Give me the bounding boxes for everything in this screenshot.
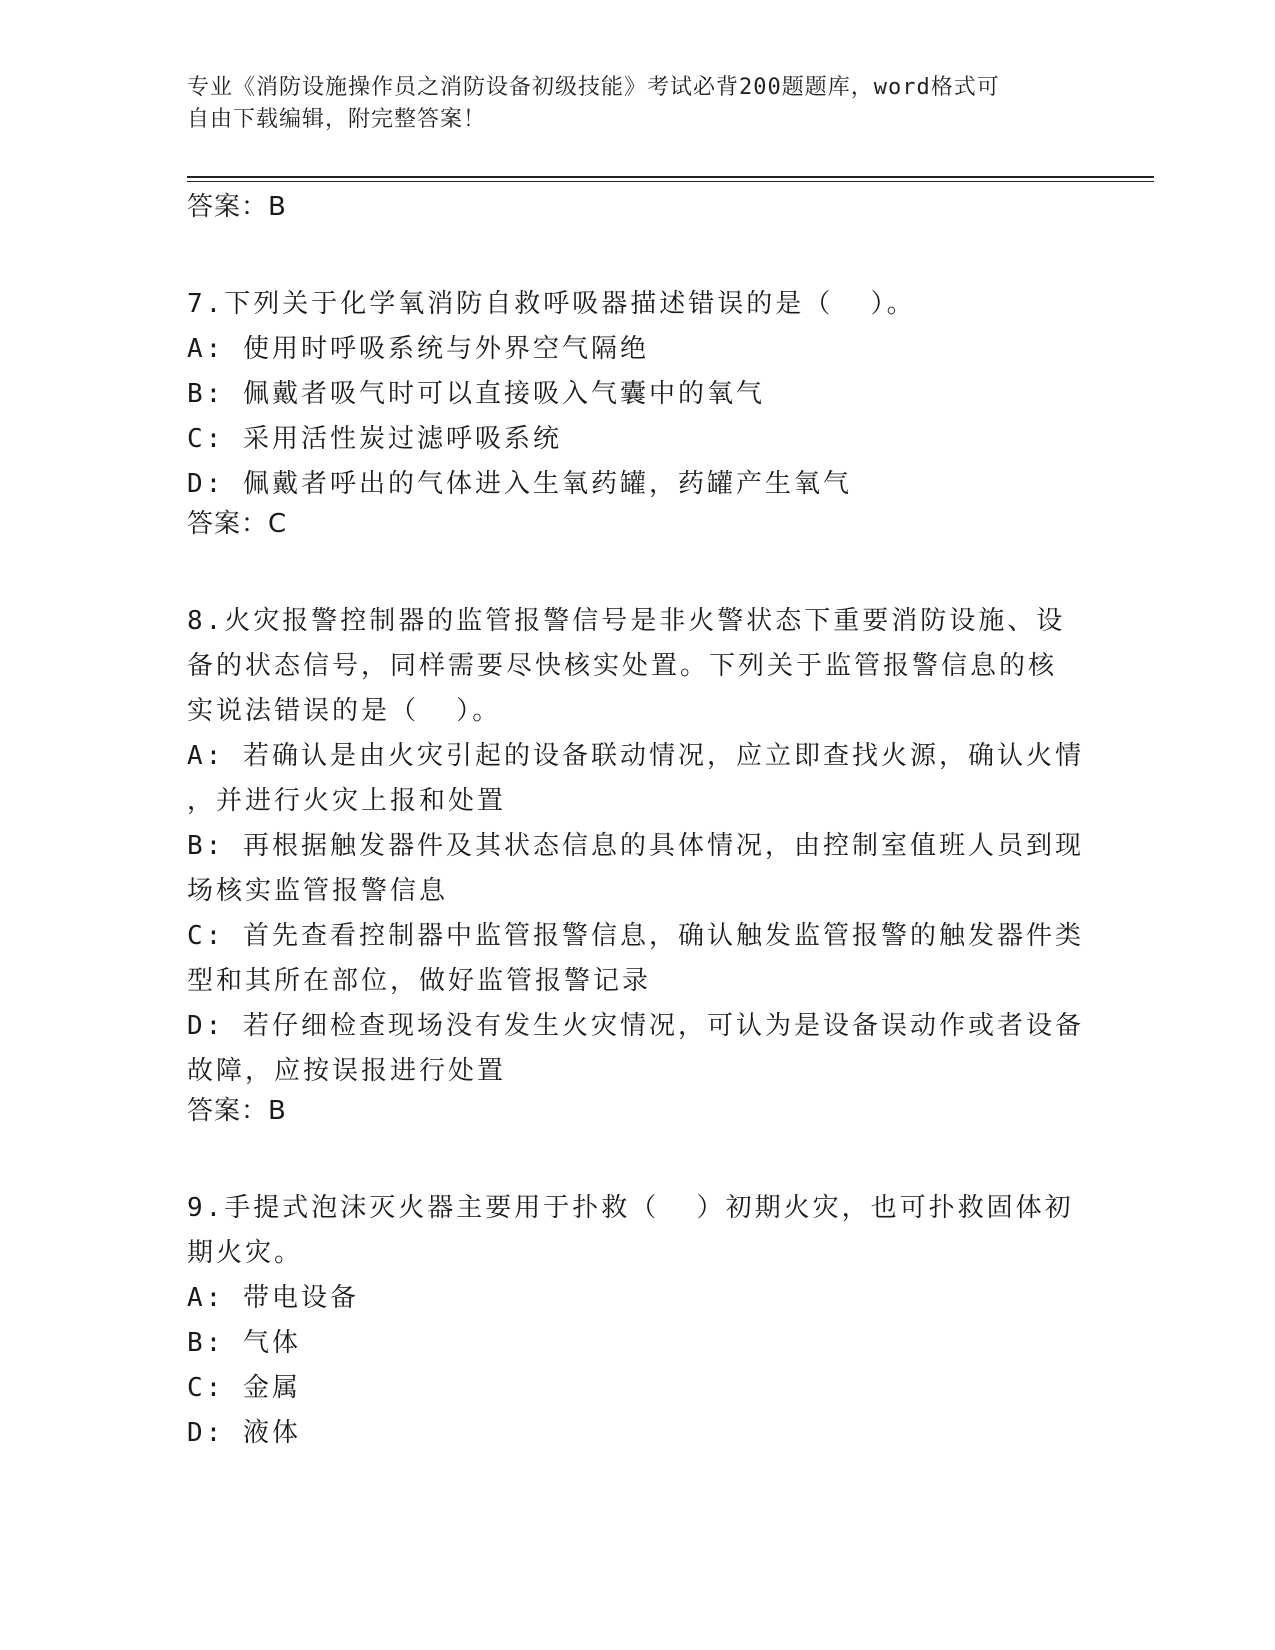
question-text: 8.火灾报警控制器的监管报警信号是非火警状态下重要消防设施、设 <box>187 606 1066 636</box>
document-body <box>187 190 1087 1456</box>
header-line-1: 专业《消防设施操作员之消防设备初级技能》考试必背200题题库，word格式可 <box>187 75 1000 100</box>
option-a: A: 若确认是由火灾引起的设备联动情况，应立即查找火源，确认火情 <box>187 741 1084 771</box>
option-a-continued: ，并进行火灾上报和处置 <box>187 786 507 816</box>
question-8 <box>187 599 1087 1128</box>
option-b-continued: 场核实监管报警信息 <box>187 876 449 906</box>
option-d: D: 佩戴者呼出的气体进入生氧药罐，药罐产生氧气 <box>187 469 852 499</box>
question-text: 实说法错误的是（ ）。 <box>187 696 502 726</box>
question-text: 9.手提式泡沫灭火器主要用于扑救（ ）初期火灾，也可扑救固体初 <box>187 1193 1074 1223</box>
option-c-continued: 型和其所在部位，做好监管报警记录 <box>187 966 652 996</box>
option-c: C: 采用活性炭过滤呼吸系统 <box>187 424 562 454</box>
option-c: C: 首先查看控制器中监管报警信息，确认触发监管报警的触发器件类 <box>187 921 1084 951</box>
document-header <box>187 72 1077 136</box>
header-rule-secondary <box>187 181 1154 182</box>
question-text: 7.下列关于化学氧消防自救呼吸器描述错误的是（ ）。 <box>187 289 916 319</box>
answer: 答案：C <box>187 509 288 539</box>
option-d: D: 若仔细检查现场没有发生火灾情况，可认为是设备误动作或者设备 <box>187 1011 1084 1041</box>
option-c: C: 金属 <box>187 1373 301 1403</box>
answer-previous: 答案：B <box>187 192 287 222</box>
option-d-continued: 故障，应按误报进行处置 <box>187 1056 507 1086</box>
option-a: A: 使用时呼吸系统与外界空气隔绝 <box>187 334 649 364</box>
option-b: B: 再根据触发器件及其状态信息的具体情况，由控制室值班人员到现 <box>187 831 1084 861</box>
header-rule <box>187 176 1154 178</box>
question-7 <box>187 282 1087 541</box>
question-text: 期火灾。 <box>187 1238 304 1268</box>
answer: 答案：B <box>187 1096 287 1126</box>
option-b: B: 佩戴者吸气时可以直接吸入气囊中的氧气 <box>187 379 765 409</box>
option-a: A: 带电设备 <box>187 1283 359 1313</box>
option-d: D: 液体 <box>187 1418 301 1448</box>
question-9 <box>187 1186 1087 1456</box>
header-line-2: 自由下载编辑，附完整答案！ <box>187 107 487 132</box>
question-text: 备的状态信号，同样需要尽快核实处置。下列关于监管报警信息的核 <box>187 651 1058 681</box>
option-b: B: 气体 <box>187 1328 301 1358</box>
